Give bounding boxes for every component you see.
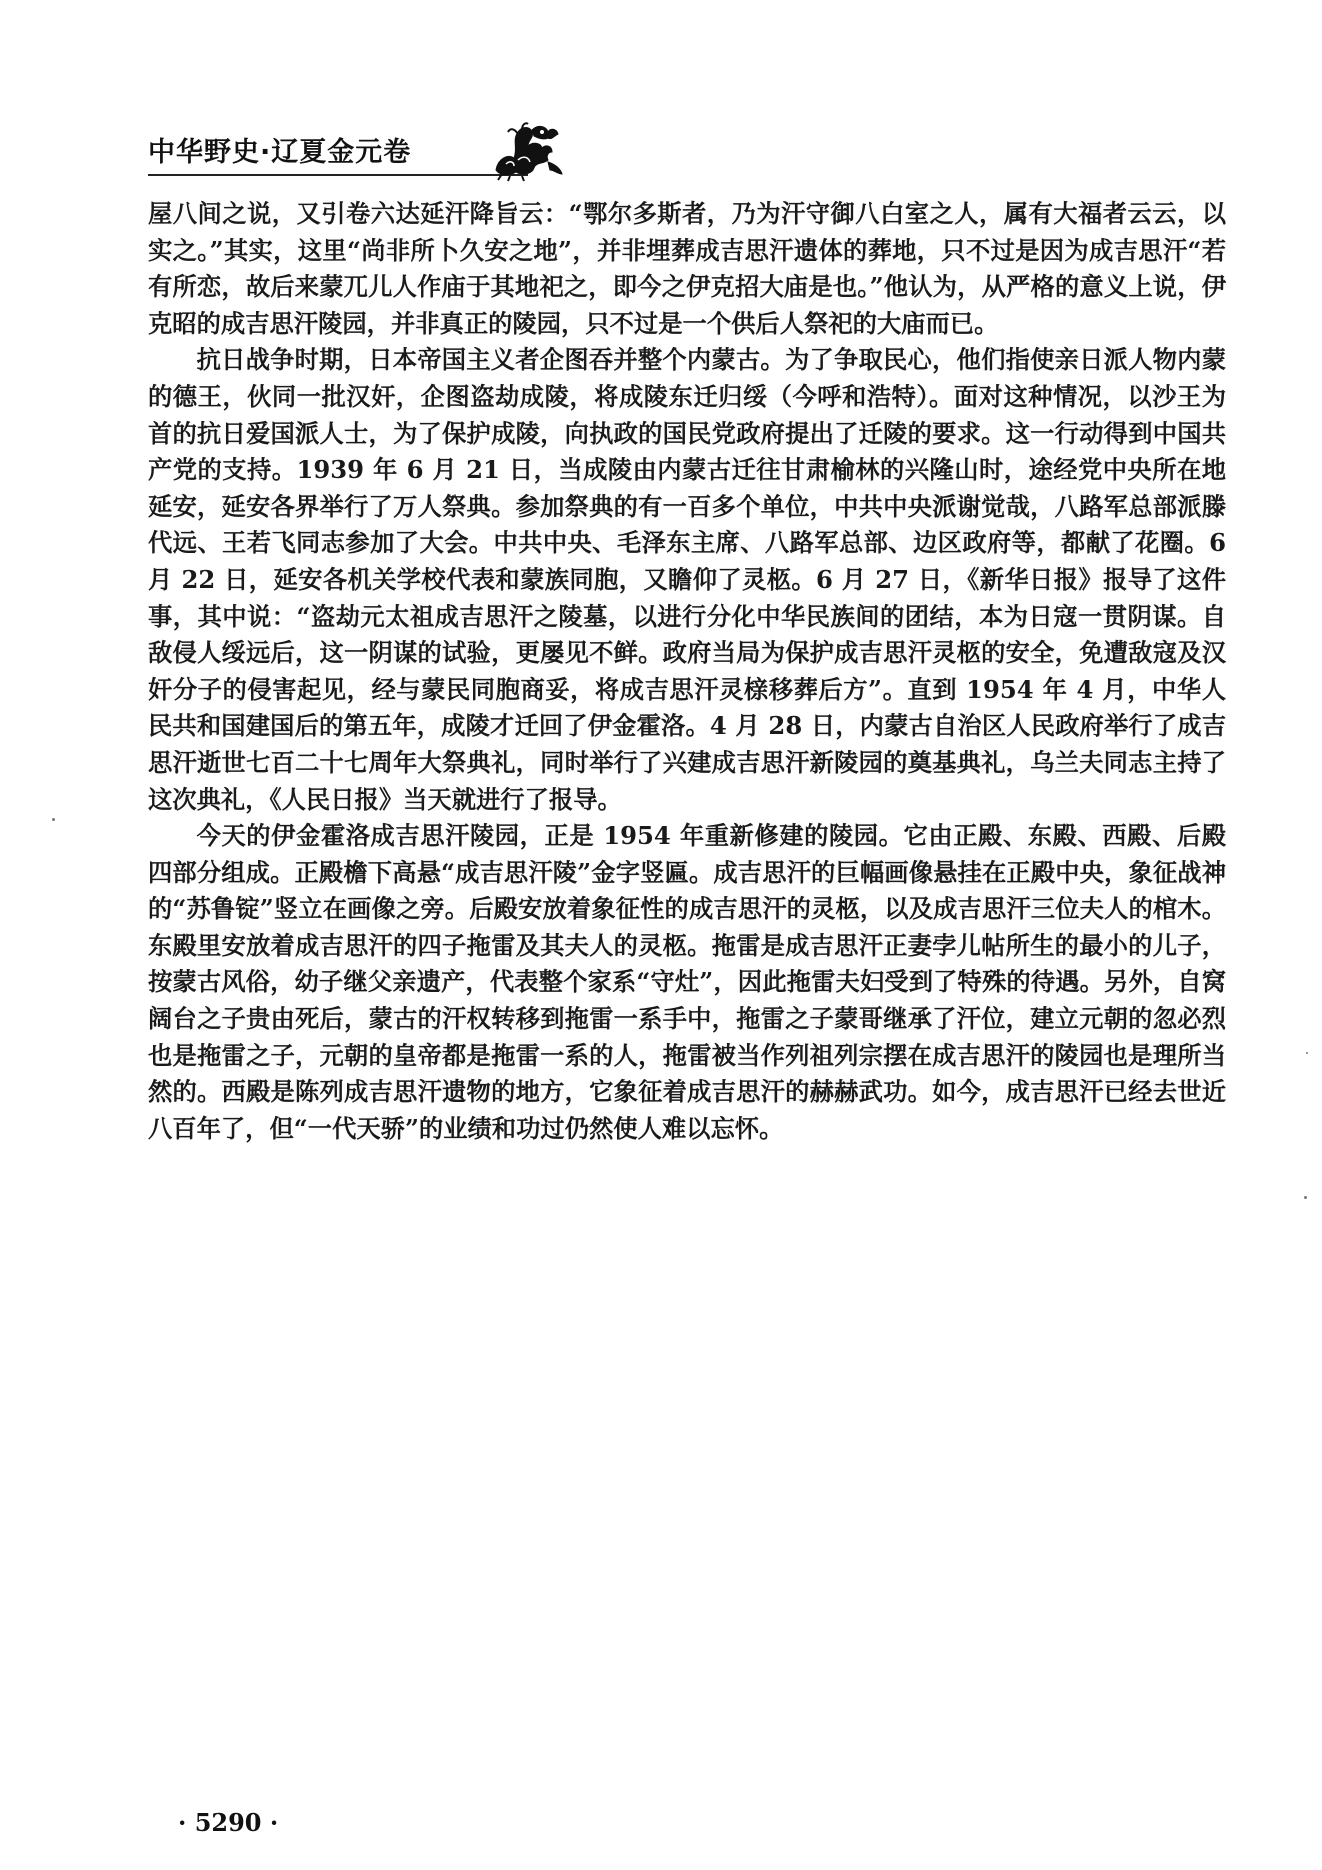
header-rule: [148, 174, 528, 176]
scan-speck: [1304, 1196, 1307, 1199]
scan-speck: [1306, 1052, 1308, 1054]
dragon-icon: [488, 118, 566, 182]
scan-speck: [52, 818, 55, 821]
paragraph: 抗日战争时期，日本帝国主义者企图吞并整个内蒙古。为了争取民心，他们指使亲日派人物内蒙的德王，伙同一批汉奸，企图盗劫成陵，将成陵东迁归绥（今呼和浩特）。面对这种情况，以沙王为首的抗日爱国派人士，为了保护成陵，向执政的国民党政府提出了迁陵的要求。这一行动得到中国共产党的支持。1939 年 6 月 21 日，当成陵由内蒙古迁往甘肃榆林的兴隆山时，途经党中央所在地延安，延安各界举行了万人祭典。参加祭典的有一百多个单位，中共中央派谢觉哉，八路军总部派滕代远、王若飞同志参加了大会。中共中央、毛泽东主席、八路军总部、边区政府等，都献了花圈。6 月 22 日，延安各机关学校代表和蒙族同胞，又瞻仰了灵柩。6 月 27 日，《新华日报》报导了这件事，其中说：“盗劫元太祖成吉思汗之陵墓，以进行分化中华民族间的团结，本为日寇一贯阴谋。自敌侵人绥远后，这一阴谋的试验，更屡见不鲜。政府当局为保护成吉思汗灵柩的安全，免遭敌寇及汉奸分子的侵害起见，经与蒙民同胞商妥，将成吉思汗灵榇移葬后方”。直到 1954 年 4 月，中华人民共和国建国后的第五年，成陵才迁回了伊金霍洛。4 月 28 日，内蒙古自治区人民政府举行了成吉思汗逝世七百二十七周年大祭典礼，同时举行了兴建成吉思汗新陵园的奠基典礼，乌兰夫同志主持了这次典礼，《人民日报》当天就进行了报导。: [148, 345, 1226, 814]
body-text: [148, 196, 1226, 1147]
book-title: 中华野史·辽夏金元卷: [148, 137, 412, 168]
page-number: · 5290 ·: [178, 1808, 279, 1837]
paragraph: 屋八间之说，又引卷六达延汗降旨云：“鄂尔多斯者，乃为汗守御八白室之人，属有大福者云云，以实之。”其实，这里“尚非所卜久安之地”，并非埋葬成吉思汗遗体的葬地，只不过是因为成吉思汗“若有所恋，故后来蒙兀儿人作庙于其地祀之，即今之伊克招大庙是也。”他认为，从严格的意义上说，伊克昭的成吉思汗陵园，并非真正的陵园，只不过是一个供后人祭祀的大庙而已。: [148, 199, 1226, 338]
paragraph: 今天的伊金霍洛成吉思汗陵园，正是 1954 年重新修建的陵园。它由正殿、东殿、西殿、后殿四部分组成。正殿檐下高悬“成吉思汗陵”金字竖匾。成吉思汗的巨幅画像悬挂在正殿中央，象征战神的“苏鲁锭”竖立在画像之旁。后殿安放着象征性的成吉思汗的灵柩，以及成吉思汗三位夫人的棺木。东殿里安放着成吉思汗的四子拖雷及其夫人的灵柩。拖雷是成吉思汗正妻孛儿帖所生的最小的儿子，按蒙古风俗，幼子继父亲遗产，代表整个家系“守灶”，因此拖雷夫妇受到了特殊的待遇。另外，自窝阔台之子贵由死后，蒙古的汗权转移到拖雷一系手中，拖雷之子蒙哥继承了汗位，建立元朝的忽必烈也是拖雷之子，元朝的皇帝都是拖雷一系的人，拖雷被当作列祖列宗摆在成吉思汗的陵园也是理所当然的。西殿是陈列成吉思汗遗物的地方，它象征着成吉思汗的赫赫武功。如今，成吉思汗已经去世近八百年了，但“一代天骄”的业绩和功过仍然使人难以忘怀。: [148, 821, 1226, 1143]
